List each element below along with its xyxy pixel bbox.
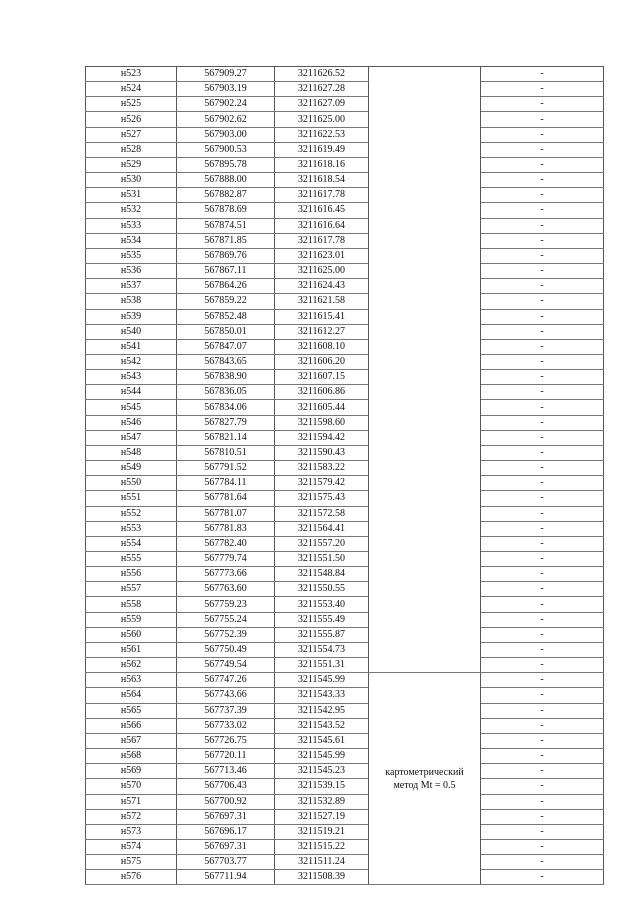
y-coordinate-cell: 3211511.24 bbox=[275, 855, 369, 870]
point-id-cell: н576 bbox=[86, 870, 177, 885]
point-id-cell: н527 bbox=[86, 127, 177, 142]
point-id-cell: н538 bbox=[86, 294, 177, 309]
point-id-cell: н544 bbox=[86, 385, 177, 400]
mt-value-cell: - bbox=[481, 582, 604, 597]
x-coordinate-cell: 567696.17 bbox=[177, 824, 275, 839]
point-id-cell: н545 bbox=[86, 400, 177, 415]
mt-value-cell: - bbox=[481, 688, 604, 703]
x-coordinate-cell: 567859.22 bbox=[177, 294, 275, 309]
y-coordinate-cell: 3211545.99 bbox=[275, 749, 369, 764]
x-coordinate-cell: 567752.39 bbox=[177, 627, 275, 642]
table-row bbox=[86, 264, 604, 279]
point-id-cell: н536 bbox=[86, 264, 177, 279]
mt-value-cell: - bbox=[481, 112, 604, 127]
mt-value-cell: - bbox=[481, 855, 604, 870]
x-coordinate-cell: 567874.51 bbox=[177, 218, 275, 233]
table-row bbox=[86, 733, 604, 748]
x-coordinate-cell: 567836.05 bbox=[177, 385, 275, 400]
table-row bbox=[86, 400, 604, 415]
point-id-cell: н568 bbox=[86, 749, 177, 764]
y-coordinate-cell: 3211508.39 bbox=[275, 870, 369, 885]
x-coordinate-cell: 567843.65 bbox=[177, 354, 275, 369]
y-coordinate-cell: 3211553.40 bbox=[275, 597, 369, 612]
mt-value-cell: - bbox=[481, 521, 604, 536]
mt-value-cell: - bbox=[481, 309, 604, 324]
table-row bbox=[86, 658, 604, 673]
x-coordinate-cell: 567888.00 bbox=[177, 173, 275, 188]
table-row bbox=[86, 385, 604, 400]
table-row bbox=[86, 552, 604, 567]
y-coordinate-cell: 3211627.28 bbox=[275, 82, 369, 97]
y-coordinate-cell: 3211626.52 bbox=[275, 67, 369, 82]
table-row bbox=[86, 157, 604, 172]
y-coordinate-cell: 3211590.43 bbox=[275, 445, 369, 460]
x-coordinate-cell: 567900.53 bbox=[177, 142, 275, 157]
point-id-cell: н556 bbox=[86, 567, 177, 582]
table-row bbox=[86, 627, 604, 642]
point-id-cell: н537 bbox=[86, 279, 177, 294]
table-row bbox=[86, 824, 604, 839]
mt-value-cell: - bbox=[481, 612, 604, 627]
table-row bbox=[86, 112, 604, 127]
table-row bbox=[86, 430, 604, 445]
point-id-cell: н569 bbox=[86, 764, 177, 779]
x-coordinate-cell: 567850.01 bbox=[177, 324, 275, 339]
x-coordinate-cell: 567847.07 bbox=[177, 339, 275, 354]
y-coordinate-cell: 3211548.84 bbox=[275, 567, 369, 582]
x-coordinate-cell: 567706.43 bbox=[177, 779, 275, 794]
mt-value-cell: - bbox=[481, 718, 604, 733]
mt-value-cell: - bbox=[481, 157, 604, 172]
y-coordinate-cell: 3211615.41 bbox=[275, 309, 369, 324]
y-coordinate-cell: 3211623.01 bbox=[275, 248, 369, 263]
x-coordinate-cell: 567869.76 bbox=[177, 248, 275, 263]
x-coordinate-cell: 567713.46 bbox=[177, 764, 275, 779]
point-id-cell: н533 bbox=[86, 218, 177, 233]
x-coordinate-cell: 567726.75 bbox=[177, 733, 275, 748]
x-coordinate-cell: 567779.74 bbox=[177, 552, 275, 567]
point-id-cell: н543 bbox=[86, 370, 177, 385]
point-id-cell: н574 bbox=[86, 839, 177, 854]
table-row bbox=[86, 354, 604, 369]
point-id-cell: н573 bbox=[86, 824, 177, 839]
mt-value-cell: - bbox=[481, 703, 604, 718]
mt-value-cell: - bbox=[481, 279, 604, 294]
mt-value-cell: - bbox=[481, 506, 604, 521]
point-id-cell: н526 bbox=[86, 112, 177, 127]
table-row bbox=[86, 673, 604, 688]
x-coordinate-cell: 567743.66 bbox=[177, 688, 275, 703]
point-id-cell: н531 bbox=[86, 188, 177, 203]
point-id-cell: н561 bbox=[86, 642, 177, 657]
mt-value-cell: - bbox=[481, 642, 604, 657]
point-id-cell: н539 bbox=[86, 309, 177, 324]
point-id-cell: н547 bbox=[86, 430, 177, 445]
mt-value-cell: - bbox=[481, 749, 604, 764]
mt-value-cell: - bbox=[481, 370, 604, 385]
y-coordinate-cell: 3211608.10 bbox=[275, 339, 369, 354]
table-row bbox=[86, 491, 604, 506]
table-row bbox=[86, 870, 604, 885]
y-coordinate-cell: 3211564.41 bbox=[275, 521, 369, 536]
table-row bbox=[86, 279, 604, 294]
y-coordinate-cell: 3211618.54 bbox=[275, 173, 369, 188]
x-coordinate-cell: 567747.26 bbox=[177, 673, 275, 688]
point-id-cell: н555 bbox=[86, 552, 177, 567]
x-coordinate-cell: 567895.78 bbox=[177, 157, 275, 172]
table-row bbox=[86, 703, 604, 718]
y-coordinate-cell: 3211627.09 bbox=[275, 97, 369, 112]
mt-value-cell: - bbox=[481, 218, 604, 233]
mt-value-cell: - bbox=[481, 461, 604, 476]
y-coordinate-cell: 3211612.27 bbox=[275, 324, 369, 339]
point-id-cell: н532 bbox=[86, 203, 177, 218]
x-coordinate-cell: 567909.27 bbox=[177, 67, 275, 82]
x-coordinate-cell: 567902.24 bbox=[177, 97, 275, 112]
table-row bbox=[86, 218, 604, 233]
point-id-cell: н524 bbox=[86, 82, 177, 97]
table-row bbox=[86, 855, 604, 870]
table-row bbox=[86, 248, 604, 263]
x-coordinate-cell: 567711.94 bbox=[177, 870, 275, 885]
x-coordinate-cell: 567700.92 bbox=[177, 794, 275, 809]
y-coordinate-cell: 3211545.99 bbox=[275, 673, 369, 688]
mt-value-cell: - bbox=[481, 552, 604, 567]
point-id-cell: н523 bbox=[86, 67, 177, 82]
y-coordinate-cell: 3211555.49 bbox=[275, 612, 369, 627]
table-row bbox=[86, 127, 604, 142]
mt-value-cell: - bbox=[481, 673, 604, 688]
mt-value-cell: - bbox=[481, 476, 604, 491]
table-row bbox=[86, 476, 604, 491]
table-row bbox=[86, 582, 604, 597]
x-coordinate-cell: 567852.48 bbox=[177, 309, 275, 324]
x-coordinate-cell: 567903.00 bbox=[177, 127, 275, 142]
x-coordinate-cell: 567827.79 bbox=[177, 415, 275, 430]
y-coordinate-cell: 3211543.33 bbox=[275, 688, 369, 703]
table-row bbox=[86, 612, 604, 627]
mt-value-cell: - bbox=[481, 233, 604, 248]
table-row bbox=[86, 294, 604, 309]
y-coordinate-cell: 3211543.52 bbox=[275, 718, 369, 733]
x-coordinate-cell: 567878.69 bbox=[177, 203, 275, 218]
point-id-cell: н564 bbox=[86, 688, 177, 703]
y-coordinate-cell: 3211557.20 bbox=[275, 536, 369, 551]
point-id-cell: н571 bbox=[86, 794, 177, 809]
x-coordinate-cell: 567810.51 bbox=[177, 445, 275, 460]
mt-value-cell: - bbox=[481, 870, 604, 885]
mt-value-cell: - bbox=[481, 415, 604, 430]
table-row bbox=[86, 415, 604, 430]
mt-value-cell: - bbox=[481, 82, 604, 97]
table-row bbox=[86, 233, 604, 248]
mt-value-cell: - bbox=[481, 142, 604, 157]
mt-value-cell: - bbox=[481, 794, 604, 809]
table-row bbox=[86, 461, 604, 476]
x-coordinate-cell: 567864.26 bbox=[177, 279, 275, 294]
point-id-cell: н557 bbox=[86, 582, 177, 597]
y-coordinate-cell: 3211619.49 bbox=[275, 142, 369, 157]
mt-value-cell: - bbox=[481, 779, 604, 794]
y-coordinate-cell: 3211572.58 bbox=[275, 506, 369, 521]
mt-value-cell: - bbox=[481, 264, 604, 279]
table-row bbox=[86, 67, 604, 82]
x-coordinate-cell: 567720.11 bbox=[177, 749, 275, 764]
mt-value-cell: - bbox=[481, 536, 604, 551]
x-coordinate-cell: 567733.02 bbox=[177, 718, 275, 733]
x-coordinate-cell: 567871.85 bbox=[177, 233, 275, 248]
y-coordinate-cell: 3211606.86 bbox=[275, 385, 369, 400]
table-row bbox=[86, 173, 604, 188]
point-id-cell: н563 bbox=[86, 673, 177, 688]
x-coordinate-cell: 567782.40 bbox=[177, 536, 275, 551]
point-id-cell: н542 bbox=[86, 354, 177, 369]
mt-value-cell: - bbox=[481, 203, 604, 218]
y-coordinate-cell: 3211551.50 bbox=[275, 552, 369, 567]
mt-value-cell: - bbox=[481, 764, 604, 779]
table-row bbox=[86, 370, 604, 385]
point-id-cell: н550 bbox=[86, 476, 177, 491]
mt-value-cell: - bbox=[481, 809, 604, 824]
y-coordinate-cell: 3211598.60 bbox=[275, 415, 369, 430]
point-id-cell: н528 bbox=[86, 142, 177, 157]
x-coordinate-cell: 567755.24 bbox=[177, 612, 275, 627]
table-row bbox=[86, 521, 604, 536]
coordinates-table-container bbox=[85, 66, 603, 885]
mt-value-cell: - bbox=[481, 127, 604, 142]
table-row bbox=[86, 82, 604, 97]
method-cell-empty bbox=[369, 67, 481, 673]
mt-value-cell: - bbox=[481, 173, 604, 188]
point-id-cell: н570 bbox=[86, 779, 177, 794]
x-coordinate-cell: 567902.62 bbox=[177, 112, 275, 127]
table-row bbox=[86, 142, 604, 157]
table-row bbox=[86, 749, 604, 764]
point-id-cell: н530 bbox=[86, 173, 177, 188]
table-row bbox=[86, 203, 604, 218]
table-row bbox=[86, 794, 604, 809]
point-id-cell: н525 bbox=[86, 97, 177, 112]
mt-value-cell: - bbox=[481, 430, 604, 445]
mt-value-cell: - bbox=[481, 839, 604, 854]
point-id-cell: н552 bbox=[86, 506, 177, 521]
x-coordinate-cell: 567882.87 bbox=[177, 188, 275, 203]
mt-value-cell: - bbox=[481, 824, 604, 839]
y-coordinate-cell: 3211618.16 bbox=[275, 157, 369, 172]
y-coordinate-cell: 3211555.87 bbox=[275, 627, 369, 642]
y-coordinate-cell: 3211539.15 bbox=[275, 779, 369, 794]
mt-value-cell: - bbox=[481, 445, 604, 460]
mt-value-cell: - bbox=[481, 491, 604, 506]
x-coordinate-cell: 567867.11 bbox=[177, 264, 275, 279]
point-id-cell: н566 bbox=[86, 718, 177, 733]
method-cell bbox=[369, 673, 481, 885]
point-id-cell: н565 bbox=[86, 703, 177, 718]
x-coordinate-cell: 567781.07 bbox=[177, 506, 275, 521]
table-row bbox=[86, 809, 604, 824]
point-id-cell: н535 bbox=[86, 248, 177, 263]
y-coordinate-cell: 3211527.19 bbox=[275, 809, 369, 824]
point-id-cell: н554 bbox=[86, 536, 177, 551]
coordinates-table bbox=[85, 66, 604, 885]
table-row bbox=[86, 642, 604, 657]
y-coordinate-cell: 3211554.73 bbox=[275, 642, 369, 657]
x-coordinate-cell: 567749.54 bbox=[177, 658, 275, 673]
x-coordinate-cell: 567784.11 bbox=[177, 476, 275, 491]
x-coordinate-cell: 567821.14 bbox=[177, 430, 275, 445]
point-id-cell: н553 bbox=[86, 521, 177, 536]
point-id-cell: н562 bbox=[86, 658, 177, 673]
point-id-cell: н572 bbox=[86, 809, 177, 824]
x-coordinate-cell: 567737.39 bbox=[177, 703, 275, 718]
mt-value-cell: - bbox=[481, 627, 604, 642]
mt-value-cell: - bbox=[481, 324, 604, 339]
point-id-cell: н560 bbox=[86, 627, 177, 642]
y-coordinate-cell: 3211575.43 bbox=[275, 491, 369, 506]
method-accuracy: метод Mt = 0.5 bbox=[393, 779, 456, 791]
x-coordinate-cell: 567759.23 bbox=[177, 597, 275, 612]
table-row bbox=[86, 506, 604, 521]
x-coordinate-cell: 567697.31 bbox=[177, 839, 275, 854]
y-coordinate-cell: 3211616.64 bbox=[275, 218, 369, 233]
point-id-cell: н549 bbox=[86, 461, 177, 476]
mt-value-cell: - bbox=[481, 733, 604, 748]
x-coordinate-cell: 567838.90 bbox=[177, 370, 275, 385]
y-coordinate-cell: 3211550.55 bbox=[275, 582, 369, 597]
mt-value-cell: - bbox=[481, 294, 604, 309]
x-coordinate-cell: 567781.83 bbox=[177, 521, 275, 536]
x-coordinate-cell: 567703.77 bbox=[177, 855, 275, 870]
x-coordinate-cell: 567791.52 bbox=[177, 461, 275, 476]
y-coordinate-cell: 3211542.95 bbox=[275, 703, 369, 718]
mt-value-cell: - bbox=[481, 597, 604, 612]
y-coordinate-cell: 3211605.44 bbox=[275, 400, 369, 415]
table-row bbox=[86, 718, 604, 733]
mt-value-cell: - bbox=[481, 354, 604, 369]
point-id-cell: н559 bbox=[86, 612, 177, 627]
table-row bbox=[86, 688, 604, 703]
y-coordinate-cell: 3211622.53 bbox=[275, 127, 369, 142]
table-row bbox=[86, 324, 604, 339]
method-name: картометрический bbox=[385, 766, 464, 778]
table-row bbox=[86, 839, 604, 854]
x-coordinate-cell: 567781.64 bbox=[177, 491, 275, 506]
x-coordinate-cell: 567773.66 bbox=[177, 567, 275, 582]
mt-value-cell: - bbox=[481, 567, 604, 582]
x-coordinate-cell: 567834.06 bbox=[177, 400, 275, 415]
y-coordinate-cell: 3211625.00 bbox=[275, 264, 369, 279]
coordinates-table-body bbox=[86, 67, 604, 885]
y-coordinate-cell: 3211607.15 bbox=[275, 370, 369, 385]
table-row bbox=[86, 779, 604, 794]
y-coordinate-cell: 3211519.21 bbox=[275, 824, 369, 839]
y-coordinate-cell: 3211606.20 bbox=[275, 354, 369, 369]
mt-value-cell: - bbox=[481, 339, 604, 354]
x-coordinate-cell: 567697.31 bbox=[177, 809, 275, 824]
mt-value-cell: - bbox=[481, 385, 604, 400]
point-id-cell: н540 bbox=[86, 324, 177, 339]
table-row bbox=[86, 309, 604, 324]
mt-value-cell: - bbox=[481, 400, 604, 415]
x-coordinate-cell: 567750.49 bbox=[177, 642, 275, 657]
mt-value-cell: - bbox=[481, 188, 604, 203]
x-coordinate-cell: 567903.19 bbox=[177, 82, 275, 97]
mt-value-cell: - bbox=[481, 248, 604, 263]
table-row bbox=[86, 764, 604, 779]
table-row bbox=[86, 536, 604, 551]
point-id-cell: н575 bbox=[86, 855, 177, 870]
mt-value-cell: - bbox=[481, 97, 604, 112]
table-row bbox=[86, 567, 604, 582]
point-id-cell: н534 bbox=[86, 233, 177, 248]
x-coordinate-cell: 567763.60 bbox=[177, 582, 275, 597]
y-coordinate-cell: 3211515.22 bbox=[275, 839, 369, 854]
y-coordinate-cell: 3211594.42 bbox=[275, 430, 369, 445]
table-row bbox=[86, 97, 604, 112]
y-coordinate-cell: 3211617.78 bbox=[275, 233, 369, 248]
point-id-cell: н551 bbox=[86, 491, 177, 506]
mt-value-cell: - bbox=[481, 67, 604, 82]
point-id-cell: н567 bbox=[86, 733, 177, 748]
table-row bbox=[86, 339, 604, 354]
point-id-cell: н546 bbox=[86, 415, 177, 430]
y-coordinate-cell: 3211583.22 bbox=[275, 461, 369, 476]
y-coordinate-cell: 3211579.42 bbox=[275, 476, 369, 491]
y-coordinate-cell: 3211616.45 bbox=[275, 203, 369, 218]
y-coordinate-cell: 3211545.61 bbox=[275, 733, 369, 748]
table-row bbox=[86, 188, 604, 203]
point-id-cell: н541 bbox=[86, 339, 177, 354]
y-coordinate-cell: 3211545.23 bbox=[275, 764, 369, 779]
y-coordinate-cell: 3211625.00 bbox=[275, 112, 369, 127]
y-coordinate-cell: 3211532.89 bbox=[275, 794, 369, 809]
y-coordinate-cell: 3211617.78 bbox=[275, 188, 369, 203]
y-coordinate-cell: 3211551.31 bbox=[275, 658, 369, 673]
mt-value-cell: - bbox=[481, 658, 604, 673]
y-coordinate-cell: 3211624.43 bbox=[275, 279, 369, 294]
table-row bbox=[86, 597, 604, 612]
point-id-cell: н529 bbox=[86, 157, 177, 172]
point-id-cell: н558 bbox=[86, 597, 177, 612]
table-row bbox=[86, 445, 604, 460]
point-id-cell: н548 bbox=[86, 445, 177, 460]
y-coordinate-cell: 3211621.58 bbox=[275, 294, 369, 309]
